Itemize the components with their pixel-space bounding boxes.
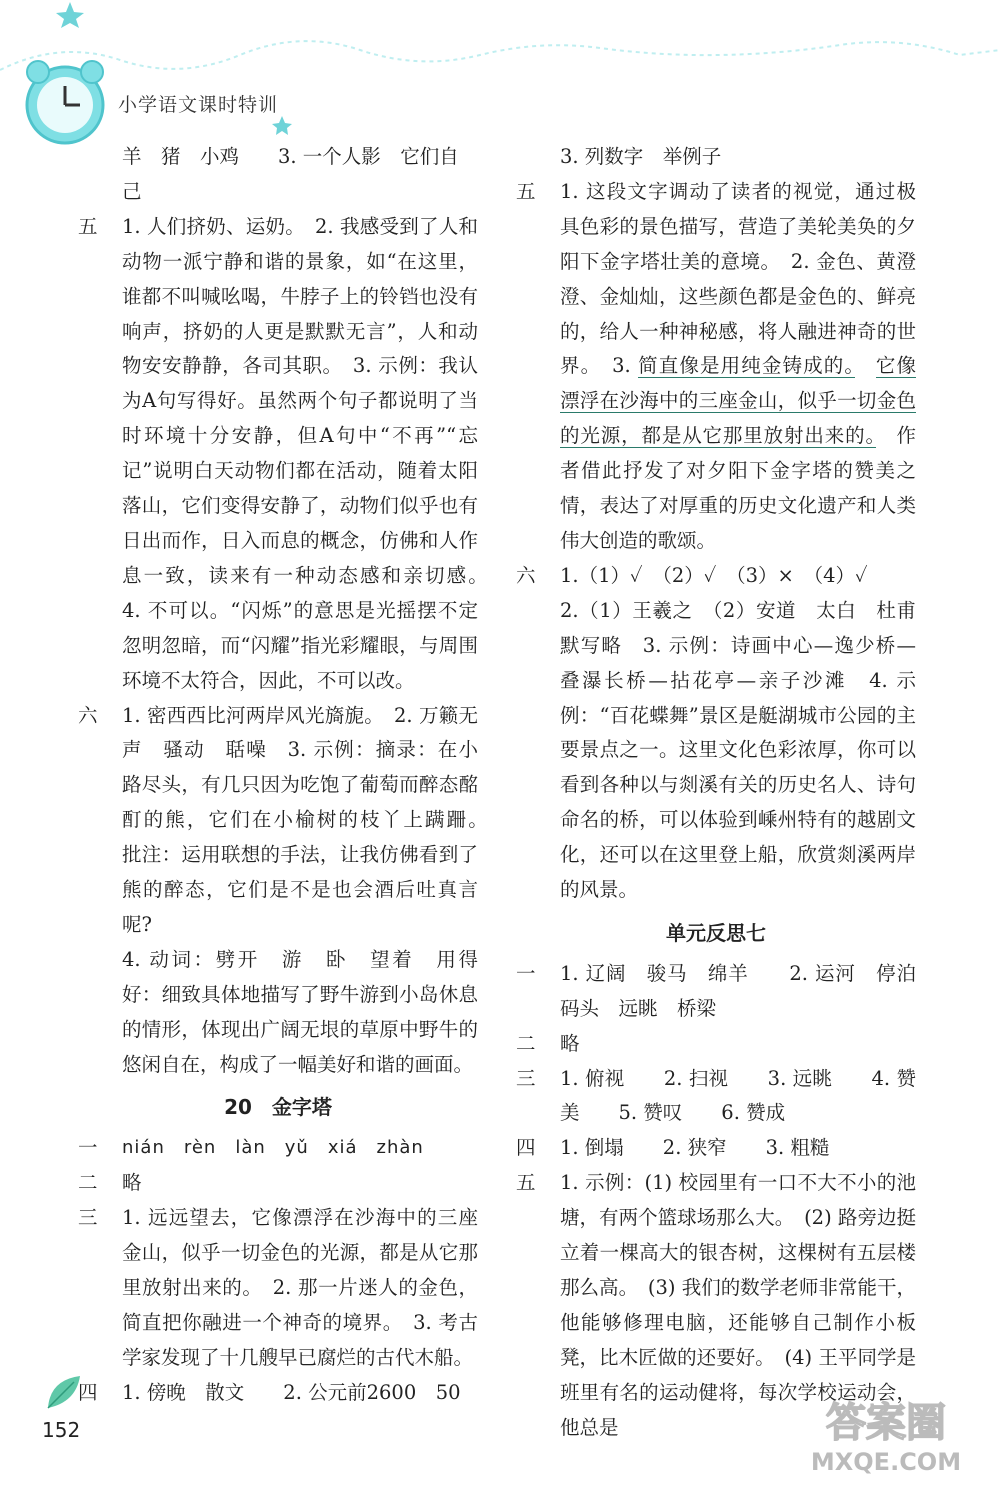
- lesson-title: 20 金字塔: [224, 1095, 332, 1120]
- watermark-logo: [786, 1390, 986, 1478]
- answer-line: 3. 列数字 举例子: [560, 145, 722, 168]
- section-number: 四: [516, 1136, 536, 1160]
- underlined-quote: 简直像是用纯金铸成的。: [638, 354, 856, 378]
- answer-text: 1. 示例：(1) 校园里有一口不大不小的池塘，有两个篮球场那么大。 (2) 路旁边挺立着一棵高大的银杏树，这棵树有五层楼那么高。 (3) 我们的数学老师非常能干，他能够修理电脑，还能够自己制作小板凳，比木匠做的还要好。 (4) 王平同学是班里有名的运动健将，每次学校运动会，他总是: [560, 1171, 916, 1439]
- answer-text: 1. 辽阔 骏马 绵羊 2. 运河 停泊 码头 远眺 桥梁: [560, 961, 936, 1020]
- unit-title: 单元反思七: [666, 920, 766, 945]
- answer-section-5: [516, 175, 916, 559]
- answer-text: 1. 密西西比河两岸风光旖旎。 2. 万籁无声 骚动 聒噪 3. 示例：摘录：在小路尽头，有几只因为吃饱了葡萄而醉态酩酊的熊，它们在小榆树的枝丫上蹒跚。 批注：运用联想的手法，让我仿佛看到了熊的醉态，它们是不是也会酒后吐真言呢?: [122, 703, 498, 936]
- answer-section-1: [78, 1131, 478, 1166]
- answer-section-6: [516, 559, 916, 594]
- answer-section-4: [78, 1376, 478, 1411]
- answer-text: 略: [560, 1031, 580, 1055]
- answer-section-5: [78, 210, 498, 699]
- star-icon: [56, 2, 84, 28]
- underlined-quote: 它像漂浮在沙海中的三座金山，似乎一切金色的光源，都是从它那里放射出来的。: [560, 354, 916, 448]
- star-icon: [272, 116, 292, 135]
- answer-section-4: [516, 1131, 916, 1166]
- alarm-clock-icon: [10, 50, 120, 150]
- section-number: 一: [78, 1136, 98, 1160]
- page-number: 152: [42, 1418, 81, 1442]
- section-number: 六: [78, 703, 98, 727]
- section-number: 三: [516, 1066, 536, 1090]
- answer-text: 1. 远远望去，它像漂浮在沙海中的三座金山，似乎一切金色的光源，都是从它那里放射出来的。 2. 那一片迷人的金色，简直把你融进一个神奇的境界。 3. 考古学家发现了十几艘早已腐烂的古代木船。: [122, 1206, 478, 1369]
- answer-line: 羊 猪 小鸡 3. 一个人影 它们自己: [122, 145, 459, 203]
- answer-text: 略: [122, 1171, 142, 1195]
- right-column: [516, 140, 936, 1446]
- answer-section-1: [516, 957, 936, 1027]
- answer-text-part: 1. 这段文字调动了读者的视觉，通过极具色彩的景色描写，营造了美轮美奂的夕阳下金字塔壮美的意境。 2. 金色、黄澄澄、金灿灿，这些颜色都是金色的、鲜亮的，给人一种神秘感，将人融进神奇的世界。 3.: [560, 179, 916, 378]
- section-number: 五: [516, 179, 536, 203]
- answer-section-3: [78, 1201, 478, 1376]
- section-number: 五: [516, 1171, 536, 1195]
- page-header: [0, 0, 1000, 150]
- answer-section-2: [78, 1166, 478, 1201]
- section-number: 三: [78, 1206, 98, 1230]
- answer-section-2: [516, 1027, 916, 1062]
- left-column: [78, 140, 498, 1411]
- answer-section-6: [78, 699, 498, 943]
- answer-text: 4. 动词：劈开 游 卧 望着 用得好：细致具体地描写了野牛游到小岛休息的情形，体现出广阔无垠的草原中野牛的悠闲自在，构成了一幅美好和谐的画面。: [122, 947, 478, 1076]
- section-number: 五: [78, 214, 98, 238]
- section-number: 六: [516, 563, 536, 587]
- answer-text-part: 作者借此抒发了对夕阳下金字塔的赞美之情，表达了对厚重的历史文化遗产和人类伟大创造的歌颂。: [560, 424, 916, 552]
- answer-section-3: [516, 1062, 916, 1132]
- leaf-icon: [44, 1372, 84, 1412]
- answer-text: 1. 人们挤奶、运奶。 2. 我感受到了人和动物一派宁静和谐的景象，如“在这里，谁都不叫喊吆喝，牛脖子上的铃铛也没有响声，挤奶的人更是默默无言”，人和动物安安静静，各司其职。 3. 示例：我认为A句写得好。虽然两个句子都说明了当时环境十分安静，但A句中“不再”“忘记”说明白天动物们都在活动，随着太阳落山，它们变得安静了，动物们似乎也有日出而作，日入而息的概念，仿佛和人作息一致，读来有一种动态感和亲切感。 4. 不可以。“闪烁”的意思是光摇摆不定忽明忽暗，而“闪耀”指光彩耀眼，与周围环境不太符合，因此，不可以改。: [122, 214, 498, 692]
- header-title: 小学语文课时特训: [118, 94, 279, 116]
- answer-text: 1. 傍晚 散文 2. 公元前2600 50: [122, 1380, 461, 1404]
- pinyin-answer: nián rèn làn yǔ xiá zhàn: [122, 1137, 424, 1159]
- header-wave-decoration: [0, 0, 1000, 150]
- section-number: 二: [516, 1031, 536, 1055]
- watermark-line2: MXQE.COM: [810, 1448, 962, 1476]
- answer-text: [560, 175, 916, 559]
- answer-text: 2.（1）王羲之 （2）安道 太白 杜甫 默写略 3. 示例：诗画中心—逸少桥—叠瀑长桥—拈花亭—亲子沙滩 4. 示例：“百花蝶舞”景区是艇湖城市公园的主要景点之一。这里文化色彩浓厚，你可以看到各种以与剡溪有关的历史名人、诗句命名的桥，可以体验到嵊州特有的越剧文化，还可以在这里登上船，欣赏剡溪两岸的风景。: [560, 598, 936, 902]
- section-number: 一: [516, 961, 536, 985]
- answer-text: 1. 倒塌 2. 狭窄 3. 粗糙: [560, 1136, 830, 1160]
- section-number: 四: [78, 1380, 98, 1404]
- section-number: 二: [78, 1171, 98, 1195]
- watermark-line1: 答案圈: [826, 1400, 946, 1446]
- answer-text: 1.（1）✓ （2）✓ （3）× （4）✓: [560, 563, 868, 587]
- answer-text: 1. 俯视 2. 扫视 3. 远眺 4. 赞美 5. 赞叹 6. 赞成: [560, 1066, 916, 1125]
